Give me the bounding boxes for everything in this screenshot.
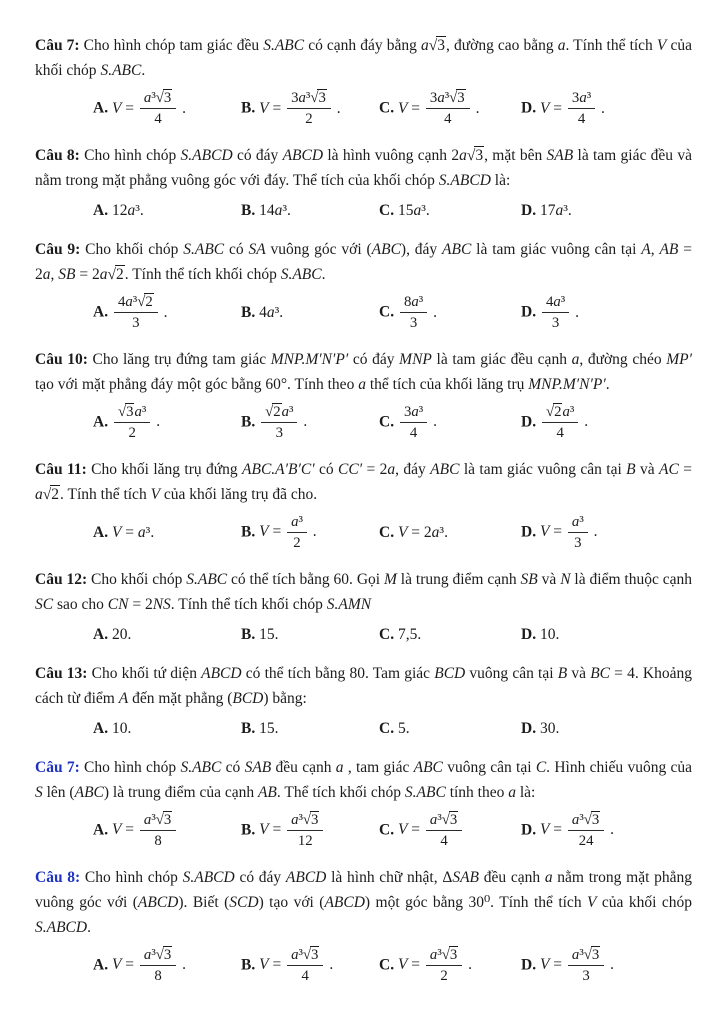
answer-option-d bbox=[521, 624, 692, 646]
option-label: D. bbox=[521, 99, 537, 117]
sqrt-symbol: √3 bbox=[310, 90, 326, 106]
question-body-text: Cho khối tứ diện ABCD có thể tích bằng 80. Tam giác BCD vuông cân tại B và BC = 4. Khoảng cách từ điểm A đến mặt phẳng (BCD) bằng: bbox=[35, 664, 692, 707]
question-cau-9 bbox=[35, 237, 692, 334]
option-label: C. bbox=[379, 303, 395, 321]
answer-option-a bbox=[93, 945, 241, 987]
fraction: $\frac{\text{3a³√3}}{2}$ bbox=[287, 89, 331, 129]
fraction: $\frac{\text{a³}}{3}$ bbox=[568, 513, 588, 553]
option-value: 10. bbox=[111, 719, 132, 737]
option-value: 10. bbox=[539, 625, 560, 643]
answer-option-b bbox=[241, 624, 379, 646]
option-value: 5. bbox=[397, 719, 410, 737]
fraction: $\frac{\text{3a³}}{4}$ bbox=[568, 89, 595, 129]
option-label: A. bbox=[93, 99, 109, 117]
question-number: Câu 11: bbox=[35, 460, 87, 478]
fraction: $\frac{\text{a³√3}}{12}$ bbox=[287, 811, 323, 851]
option-value: V = $\frac{\text{a³}}{2}$ . bbox=[259, 513, 317, 552]
question-text bbox=[35, 567, 692, 617]
option-label: D. bbox=[521, 523, 537, 541]
answer-option-a bbox=[93, 624, 241, 646]
option-label: D. bbox=[521, 303, 537, 321]
question-cau-7b bbox=[35, 755, 692, 852]
question-body-text: Cho khối chóp S.ABC có SA vuông góc với (ABC), đáy ABC là tam giác vuông cân tại A, AB = 2a, SB = 2a√2. Tính thể tích khối chóp S.ABC. bbox=[35, 240, 692, 283]
question-cau-8 bbox=[35, 143, 692, 224]
fraction: $\frac{\text{a³√3}}{24}$ bbox=[568, 811, 604, 851]
answer-options-row bbox=[93, 716, 692, 742]
fraction: $\frac{\text{a³√3}}{8}$ bbox=[140, 811, 176, 851]
sqrt-symbol: √3 bbox=[466, 146, 484, 164]
answer-option-a bbox=[93, 522, 241, 544]
option-label: B. bbox=[241, 625, 256, 643]
question-text bbox=[35, 661, 692, 711]
question-number: Câu 7: bbox=[35, 37, 80, 54]
option-label: C. bbox=[379, 413, 395, 431]
option-label: D. bbox=[521, 821, 537, 839]
option-label: C. bbox=[379, 719, 395, 737]
answer-option-b bbox=[241, 512, 379, 554]
question-body-text: Cho hình chóp S.ABCD có đáy ABCD là hình chữ nhật, ΔSAB đều cạnh a nằm trong mặt phẳng vuông góc với (ABCD). Biết (SCD) tạo với (ABCD) một góc bằng 30⁰. Tính thể tích V của khối chóp S.ABCD. bbox=[35, 868, 693, 936]
sqrt-symbol: √2 bbox=[42, 485, 60, 503]
question-text bbox=[35, 347, 692, 397]
question-body-text: Cho khối chóp S.ABC có thể tích bằng 60. Gọi M là trung điểm cạnh SB và N là điểm thuộc cạnh SC sao cho CN = 2NS. Tính thể tích khối chóp S.AMN bbox=[35, 570, 692, 613]
sqrt-symbol: √3 bbox=[428, 37, 445, 54]
answer-option-c bbox=[379, 88, 521, 130]
fraction: $\frac{\text{√2a³}}{4}$ bbox=[542, 403, 578, 443]
question-number: Câu 8: bbox=[35, 146, 80, 164]
option-value: 15. bbox=[259, 625, 279, 643]
question-text bbox=[35, 457, 692, 507]
sqrt-symbol: √2 bbox=[137, 293, 153, 310]
option-value: 7,5. bbox=[397, 625, 422, 643]
question-text bbox=[35, 755, 692, 805]
answer-option-d bbox=[521, 200, 692, 222]
sqrt-symbol: √3 bbox=[155, 811, 172, 828]
option-value: V = $\frac{\text{a³√3}}{4}$ . bbox=[111, 90, 187, 128]
option-value: V = 2a³. bbox=[397, 523, 448, 541]
option-value: $\frac{\text{4a³√2}}{3}$ . bbox=[112, 304, 168, 321]
question-number: Câu 13: bbox=[35, 664, 88, 682]
option-value: V = $\frac{\text{a³√3}}{3}$ . bbox=[539, 946, 615, 985]
answer-options-row bbox=[93, 402, 692, 444]
answer-option-b bbox=[241, 402, 379, 444]
option-value: V = $\frac{\text{a³√3}}{4}$ bbox=[398, 821, 464, 838]
answer-option-c bbox=[379, 522, 521, 544]
sqrt-symbol: √3 bbox=[449, 90, 465, 106]
option-label: A. bbox=[93, 625, 109, 643]
sqrt-symbol: √3 bbox=[583, 811, 600, 828]
option-label: B. bbox=[241, 821, 256, 839]
answer-option-b bbox=[241, 88, 379, 130]
option-value: 30. bbox=[539, 719, 560, 737]
option-value: $\frac{\text{√2a³}}{4}$ . bbox=[540, 413, 588, 430]
sqrt-symbol: √2 bbox=[265, 403, 281, 420]
answer-option-a bbox=[93, 402, 241, 444]
sqrt-symbol: √3 bbox=[117, 403, 134, 420]
option-value: V = $\frac{\text{a³√3}}{2}$ . bbox=[397, 946, 473, 985]
option-label: B. bbox=[241, 201, 256, 219]
fraction: $\frac{\text{4a³}}{3}$ bbox=[542, 293, 569, 333]
question-number: Câu 8: bbox=[35, 868, 81, 886]
option-label: A. bbox=[93, 413, 109, 431]
answer-option-d bbox=[521, 945, 692, 987]
option-label: C. bbox=[379, 625, 395, 643]
option-value: 12a³. bbox=[111, 201, 144, 219]
answer-option-c bbox=[379, 945, 521, 987]
sqrt-symbol: √3 bbox=[441, 811, 458, 828]
question-number: Câu 7: bbox=[35, 758, 80, 776]
option-value: V = $\frac{\text{a³√3}}{24}$ . bbox=[539, 811, 615, 850]
fraction: $\frac{\text{a³√3}}{2}$ bbox=[426, 946, 462, 986]
question-cau-10 bbox=[35, 347, 692, 444]
option-value: V = $\frac{\text{a³√3}}{12}$ bbox=[259, 821, 325, 838]
question-body-text: Cho hình chóp tam giác đều S.ABC có cạnh đáy bằng a√3, đường cao bằng a. Tính thể tích V của khối chóp S.ABC. bbox=[35, 37, 692, 79]
answer-options-row bbox=[93, 198, 692, 224]
answer-option-a bbox=[93, 718, 241, 740]
answer-option-d bbox=[521, 512, 692, 554]
answer-options-row bbox=[93, 810, 692, 852]
question-number: Câu 10: bbox=[35, 350, 88, 368]
answer-option-d bbox=[521, 88, 692, 130]
answer-option-c bbox=[379, 718, 521, 740]
question-cau-11 bbox=[35, 457, 692, 554]
answer-option-b bbox=[241, 718, 379, 740]
fraction: $\frac{\text{8a³}}{3}$ bbox=[400, 293, 427, 333]
option-value: $\frac{\text{√3a³}}{2}$ . bbox=[112, 413, 160, 430]
option-value: V = $\frac{\text{3a³}}{4}$ . bbox=[539, 90, 605, 128]
answer-option-a bbox=[93, 88, 241, 130]
option-label: D. bbox=[521, 625, 537, 643]
option-value: $\frac{\text{4a³}}{3}$ . bbox=[540, 304, 579, 321]
answer-option-d bbox=[521, 718, 692, 740]
option-value: 15. bbox=[259, 719, 279, 737]
option-value: 17a³. bbox=[539, 201, 572, 219]
option-label: C. bbox=[379, 201, 395, 219]
sqrt-symbol: √3 bbox=[155, 946, 172, 963]
answer-option-b bbox=[241, 200, 379, 222]
answer-option-d bbox=[521, 810, 692, 852]
option-label: C. bbox=[379, 956, 395, 974]
option-label: C. bbox=[379, 523, 395, 541]
option-label: D. bbox=[521, 719, 537, 737]
question-text bbox=[35, 33, 692, 83]
answer-options-row bbox=[93, 512, 692, 554]
fraction: $\frac{\text{3a³√3}}{4}$ bbox=[426, 89, 470, 129]
sqrt-symbol: √3 bbox=[441, 946, 458, 963]
fraction: $\frac{\text{a³}}{2}$ bbox=[287, 513, 307, 553]
option-label: B. bbox=[241, 956, 256, 974]
option-value: $\frac{\text{3a³}}{4}$ . bbox=[398, 413, 437, 430]
answer-option-a bbox=[93, 810, 241, 852]
answer-option-b bbox=[241, 945, 379, 987]
sqrt-symbol: √3 bbox=[302, 946, 319, 963]
option-value: V = a³. bbox=[111, 523, 155, 541]
question-number: Câu 9: bbox=[35, 240, 81, 258]
option-label: C. bbox=[379, 821, 395, 839]
option-label: A. bbox=[93, 303, 109, 321]
fraction: $\frac{\text{3a³}}{4}$ bbox=[400, 403, 427, 443]
option-label: B. bbox=[241, 413, 256, 431]
fraction: $\frac{\text{a³√3}}{3}$ bbox=[568, 946, 604, 986]
fraction: $\frac{\text{a³√3}}{4}$ bbox=[287, 946, 323, 986]
fraction: $\frac{\text{a³√3}}{4}$ bbox=[140, 89, 176, 129]
answer-option-b bbox=[241, 810, 379, 852]
question-text bbox=[35, 865, 692, 940]
option-value: V = $\frac{\text{3a³√3}}{4}$ . bbox=[397, 90, 480, 128]
fraction: $\frac{\text{a³√3}}{4}$ bbox=[426, 811, 462, 851]
question-body-text: Cho lăng trụ đứng tam giác MNP.M′N′P′ có đáy MNP là tam giác đều cạnh a, đường chéo MP′ tạo với mặt phẳng đáy một góc bằng 60°. Tính theo a thể tích của khối lăng trụ MNP.M′N′P′. bbox=[35, 350, 692, 393]
answer-option-d bbox=[521, 402, 692, 444]
option-value: 20. bbox=[111, 625, 132, 643]
answer-option-c bbox=[379, 810, 521, 852]
question-text bbox=[35, 143, 692, 193]
option-value: V = $\frac{\text{a³√3}}{8}$ bbox=[112, 821, 178, 838]
option-label: A. bbox=[93, 821, 109, 839]
question-cau-12 bbox=[35, 567, 692, 648]
answer-options-row bbox=[93, 945, 692, 987]
sqrt-symbol: √3 bbox=[155, 90, 172, 106]
question-body-text: Cho hình chóp S.ABC có SAB đều cạnh a , tam giác ABC vuông cân tại C. Hình chiếu vuông của S lên (ABC) là trung điểm của cạnh AB. Thể tích khối chóp S.ABC tính theo a là: bbox=[35, 758, 693, 801]
option-value: 4a³. bbox=[259, 303, 284, 321]
option-value: V = $\frac{\text{a³}}{3}$ . bbox=[539, 513, 598, 552]
sqrt-symbol: √3 bbox=[583, 946, 600, 963]
option-value: V = $\frac{\text{a³√3}}{8}$ . bbox=[111, 946, 187, 985]
question-body-text: Cho khối lăng trụ đứng ABC.A′B′C′ có CC′ = 2a, đáy ABC là tam giác vuông cân tại B và AC = a√2. Tính thể tích V của khối lăng trụ đã cho. bbox=[35, 460, 692, 503]
option-label: D. bbox=[521, 956, 537, 974]
answer-option-c bbox=[379, 402, 521, 444]
answer-option-b bbox=[241, 302, 379, 324]
option-value: 14a³. bbox=[259, 201, 291, 219]
option-value: V = $\frac{\text{a³√3}}{4}$ . bbox=[259, 946, 334, 985]
answer-option-d bbox=[521, 292, 692, 334]
option-label: D. bbox=[521, 201, 537, 219]
option-label: B. bbox=[241, 719, 256, 737]
fraction: $\frac{\text{a³√3}}{8}$ bbox=[140, 946, 176, 986]
question-cau-7 bbox=[35, 33, 692, 130]
sqrt-symbol: √3 bbox=[302, 811, 319, 828]
question-text bbox=[35, 237, 692, 287]
answer-option-a bbox=[93, 292, 241, 334]
answer-option-a bbox=[93, 200, 241, 222]
option-label: B. bbox=[241, 523, 256, 541]
option-value: $\frac{\text{√2a³}}{3}$ . bbox=[259, 413, 307, 430]
option-label: D. bbox=[521, 413, 537, 431]
option-label: A. bbox=[93, 201, 109, 219]
sqrt-symbol: √2 bbox=[545, 403, 562, 420]
question-list bbox=[35, 33, 692, 987]
answer-options-row bbox=[93, 88, 692, 130]
option-label: B. bbox=[241, 99, 256, 117]
answer-option-c bbox=[379, 624, 521, 646]
option-value: 15a³. bbox=[397, 201, 430, 219]
question-number: Câu 12: bbox=[35, 570, 88, 588]
option-value: V = $\frac{\text{3a³√3}}{2}$ . bbox=[259, 90, 341, 128]
answer-option-c bbox=[379, 200, 521, 222]
option-label: A. bbox=[93, 523, 109, 541]
fraction: $\frac{\text{4a³√2}}{3}$ bbox=[114, 293, 158, 333]
answer-options-row bbox=[93, 622, 692, 648]
option-label: C. bbox=[379, 99, 395, 117]
question-cau-13 bbox=[35, 661, 692, 742]
question-body-text: Cho hình chóp S.ABCD có đáy ABCD là hình vuông cạnh 2a√3, mặt bên SAB là tam giác đều và nằm trong mặt phẳng vuông góc với đáy. Thể tích của khối chóp S.ABCD là: bbox=[35, 146, 692, 189]
sqrt-symbol: √2 bbox=[107, 265, 124, 283]
answer-options-row bbox=[93, 292, 692, 334]
fraction: $\frac{\text{√3a³}}{2}$ bbox=[114, 403, 150, 443]
question-cau-8b bbox=[35, 865, 692, 987]
option-value: $\frac{\text{8a³}}{3}$ . bbox=[398, 304, 437, 321]
option-label: A. bbox=[93, 956, 109, 974]
fraction: $\frac{\text{√2a³}}{3}$ bbox=[261, 403, 297, 443]
answer-option-c bbox=[379, 292, 521, 334]
option-label: A. bbox=[93, 719, 109, 737]
option-label: B. bbox=[241, 303, 256, 321]
